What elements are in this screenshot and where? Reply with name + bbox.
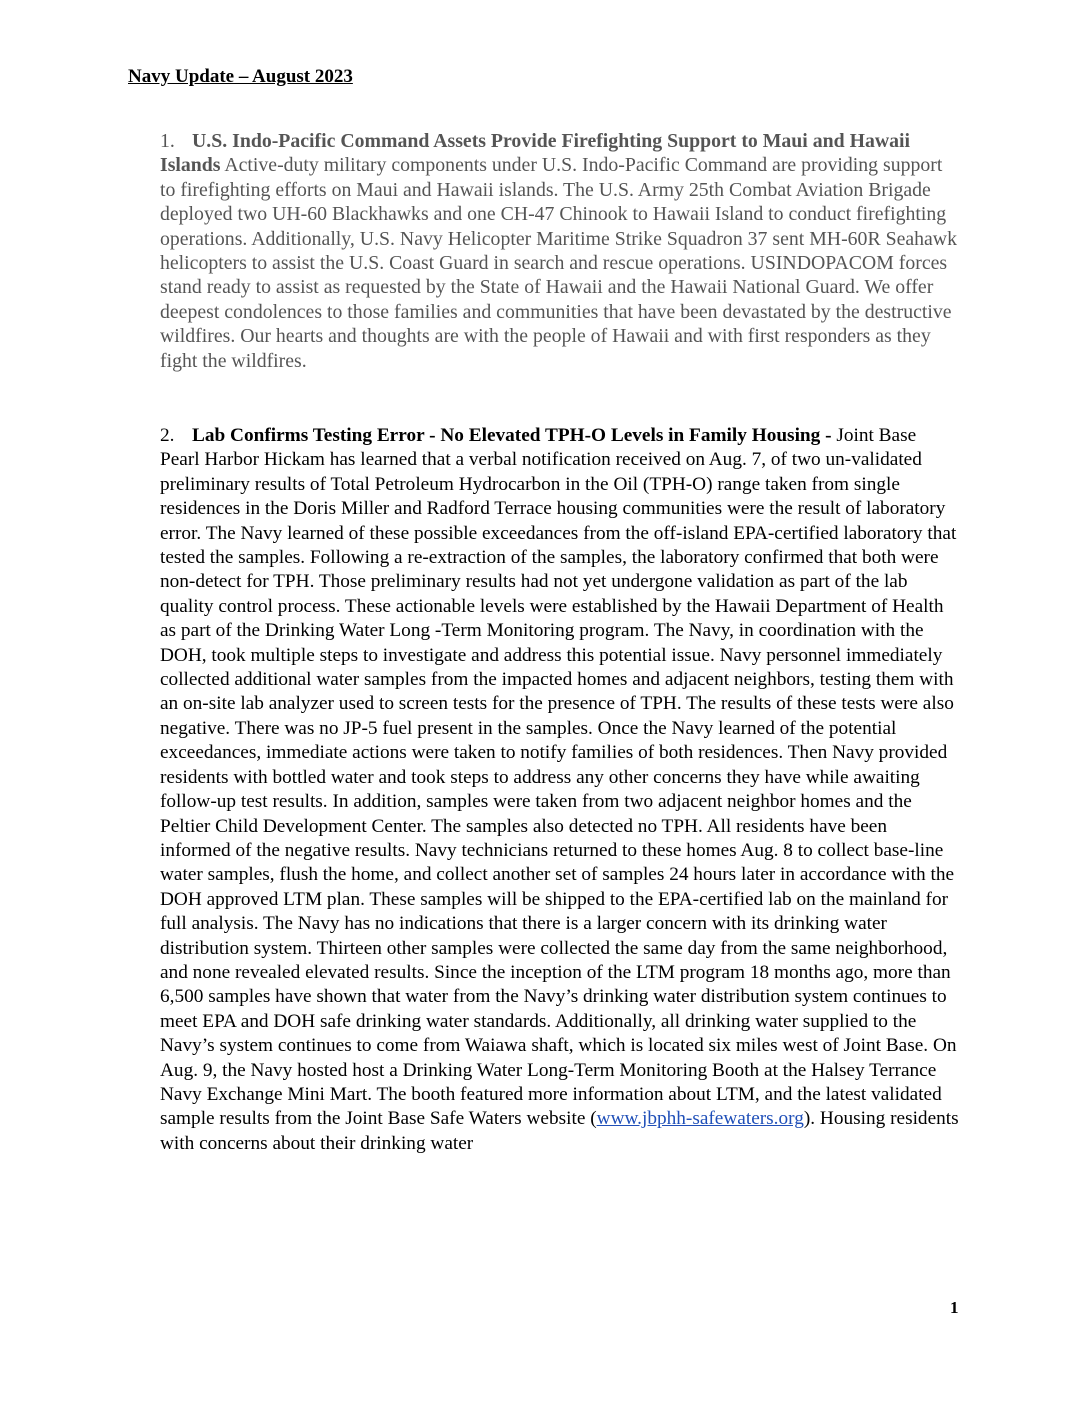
news-item-lab-testing-error	[160, 424, 960, 1156]
news-item-firefighting-support	[160, 129, 962, 373]
item-heading: Lab Confirms Testing Error - No Elevated TPH-O Levels in Family Housing -	[192, 425, 832, 446]
item-number: 1.	[160, 130, 175, 152]
item-body: Active-duty military components under U.S. Indo-Pacific Command are providing support to firefighting efforts on Maui and Hawaii islands. The U.S. Army 25th Combat Aviation Brigade deployed two UH-60 Blackhawks and one CH-47 Chinook to Hawaii Island to conduct firefighting operations. Additionally, U.S. Navy Helicopter Maritime Strike Squadron 37 sent MH-60R Seahawk helicopters to assist the U.S. Coast Guard in search and rescue operations. USINDOPACOM forces stand ready to assist as requested by the State of Hawaii and the Hawaii National Guard. We offer deepest condolences to those families and communities that have been devastated by the destructive wildfires. Our hearts and thoughts are with the people of Hawaii and with first responders as they fight the wildfires.	[160, 154, 957, 372]
item-heading: U.S. Indo-Pacific Command Assets Provide Firefighting Support to Maui and Hawaii Islands	[160, 130, 911, 177]
page-number: 1	[950, 1298, 959, 1317]
item-number: 2.	[160, 425, 175, 446]
item-body-continued: ). Housing residents with concerns about their drinking water	[160, 1108, 959, 1154]
page-title: Navy Update – August 2023	[128, 66, 353, 87]
item-body: Joint Base Pearl Harbor Hickam has learned that a verbal notification received on Aug. 7, of two un-validated preliminary results of Total Petroleum Hydrocarbon in the Oil (TPH-O) range taken from single residences in the Doris Miller and Radford Terrace housing communities were the result of laboratory error. The Navy learned of these possible exceedances from the off-island EPA-certified laboratory that tested the samples. Following a re-extraction of the samples, the laboratory confirmed that both were non-detect for TPH. Those preliminary results had not yet undergone validation as part of the lab quality control process. These actionable levels were established by the Hawaii Department of Health as part of the Drinking Water Long -Term Monitoring program. The Navy, in coordination with the DOH, took multiple steps to investigate and address this potential issue. Navy personnel immediately collected additional water samples from the impacted homes and adjacent neighbors, testing them with an on-site lab analyzer used to screen tests for the presence of TPH. The results of these tests were also negative. There was no JP-5 fuel present in the samples. Once the Navy learned of the potential exceedances, immediate actions were taken to notify families of both residences. Then Navy provided residents with bottled water and took steps to address any other concerns they have while awaiting follow-up test results. In addition, samples were taken from two adjacent neighbor homes and the Peltier Child Development Center. The samples also detected no TPH. All residents have been informed of the negative results. Navy technicians returned to these homes Aug. 8 to collect base-line water samples, flush the home, and collect another set of samples 24 hours later in accordance with the DOH approved LTM plan. These samples will be shipped to the EPA-certified lab on the mainland for full analysis. The Navy has no indications that there is a larger concern with its drinking water distribution system. Thirteen other samples were collected the same day from the same neighborhood, and none revealed elevated results. Since the inception of the LTM program 18 months ago, more than 6,500 samples have shown that water from the Navy’s drinking water distribution system continues to meet EPA and DOH safe drinking water standards. Additionally, all drinking water supplied to the Navy’s system continues to come from Waiawa shaft, which is located six miles west of Joint Base. On Aug. 9, the Navy hosted host a Drinking Water Long-Term Monitoring Booth at the Halsey Terrance Navy Exchange Mini Mart. The booth featured more information about LTM, and the latest validated sample results from the Joint Base Safe Waters website (	[160, 425, 957, 1130]
safewaters-website-link[interactable]: www.jbphh-safewaters.org	[596, 1108, 804, 1130]
